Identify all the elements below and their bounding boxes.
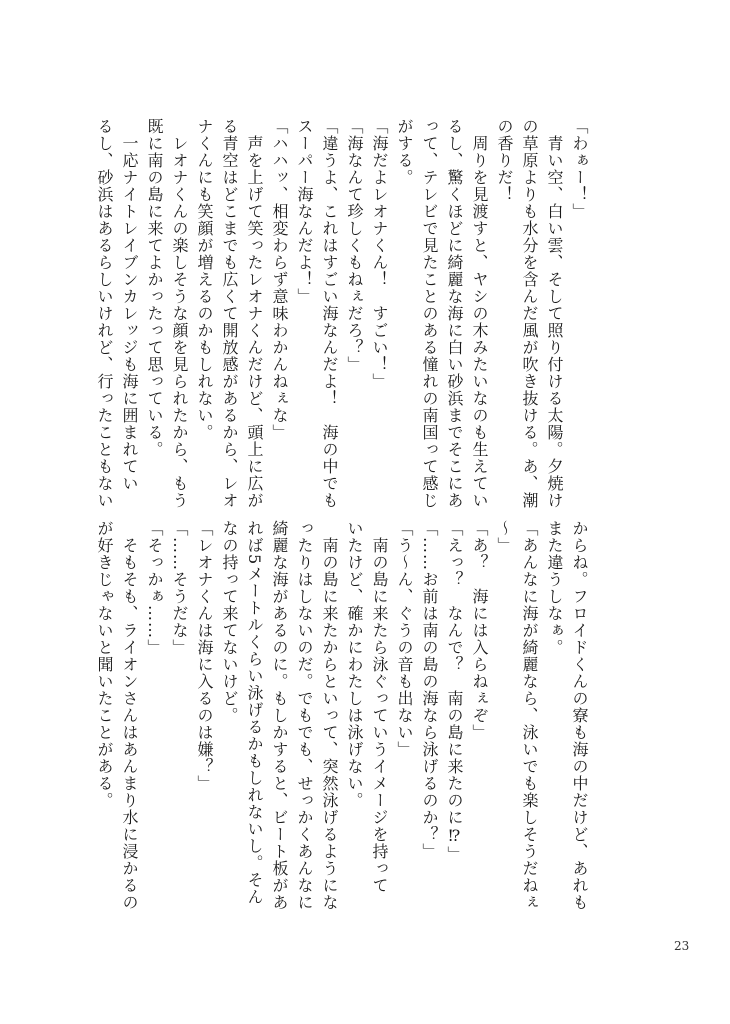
text-line: 南の島に来たら泳ぐっていうイメージを持って [370, 520, 389, 894]
text-line: からね。フロイドくんの寮も海の中だけど、あれも [570, 520, 589, 911]
text-line: れば5メートルくらい泳げるかもしれないし。そん [245, 520, 264, 906]
text-line: 「ハハッ、相変わらず意味わかんねぇな」 [270, 118, 289, 441]
text-line: 〜」 [495, 520, 514, 554]
text-line: 「わぁー！」 [570, 118, 589, 220]
text-line: 「レオナくんは海に入るのは嫌？」 [195, 520, 214, 792]
text-line: るし、砂浜はあるらしいけれど、行ったこともない [95, 118, 114, 509]
text-line: 「そっかぁ……」 [145, 520, 164, 656]
text-line: そもそも、ライオンさんはあんまり水に浸かるの [120, 520, 139, 911]
text-line: 綺麗な海があるのに。もしかすると、ビート板があ [270, 520, 289, 911]
text-line: 南の島に来たからといって、突然泳げるようにな [320, 520, 339, 911]
text-line: 青い空、白い雲、そして照り付ける太陽。夕焼け [545, 118, 564, 509]
text-block-upper [92, 118, 592, 513]
text-line: るし、驚くほどに綺麗な海に白い砂浜までそこにあ [445, 118, 464, 509]
text-line: がする。 [395, 118, 414, 186]
text-line: って、テレビで見たことのある憧れの南国って感じ [420, 118, 439, 509]
text-line: 「……お前は南の島の海なら泳げるのか？」 [420, 520, 439, 860]
text-line: 「……そうだな」 [170, 520, 189, 656]
text-line: の草原よりも水分を含んだ風が吹き抜ける。あ、潮 [520, 118, 539, 509]
text-line: 既に南の島に来てよかったって思っている。 [145, 118, 164, 458]
text-line: の香りだ！ [495, 118, 514, 203]
text-line: が好きじゃないと聞いたことがある。 [95, 520, 114, 809]
page-number: 23 [674, 939, 690, 953]
text-line: 声を上げて笑ったレオナくんだけど、頭上に広が [245, 118, 264, 509]
text-line: 「あ？ 海には入らねぇぞ」 [470, 520, 489, 741]
text-line: 「えっ？ なんで？ 南の島に来たのに⁉」 [445, 520, 464, 863]
text-line: いたけど、確かにわたしは泳げない。 [345, 520, 364, 809]
text-line: 「う〜ん、ぐうの音も出ない」 [395, 520, 414, 758]
text-line: レオナくんの楽しそうな顔を見られたから、もう [170, 118, 189, 509]
text-line: 一応ナイトレイブンカレッジも海に囲まれてい [120, 118, 139, 492]
text-block-lower [92, 520, 592, 930]
text-line: 周りを見渡すと、ヤシの木みたいなのも生えてい [470, 118, 489, 509]
text-line: 「違うよ、これはすごい海なんだよ！ 海の中でも [320, 118, 339, 509]
text-line: 「海なんて珍しくもねぇだろ？」 [345, 118, 364, 373]
text-line: ナくんにも笑顔が増えるのかもしれない。 [195, 118, 214, 441]
text-line: スーパー海なんだよ！」 [295, 118, 314, 305]
text-line: なの持って来てないけど。 [220, 520, 239, 724]
text-line: 「海だよレオナくん！ すごい！」 [370, 118, 389, 390]
text-line: また違うしなぁ。 [545, 520, 564, 656]
text-line: ったりはしないのだ。でもでも、せっかくあんなに [295, 520, 314, 911]
text-line: 「あんなに海が綺麗なら、泳いでも楽しそうだねぇ [520, 520, 539, 911]
text-line: る青空はどこまでも広くて開放感があるから、レオ [220, 118, 239, 509]
